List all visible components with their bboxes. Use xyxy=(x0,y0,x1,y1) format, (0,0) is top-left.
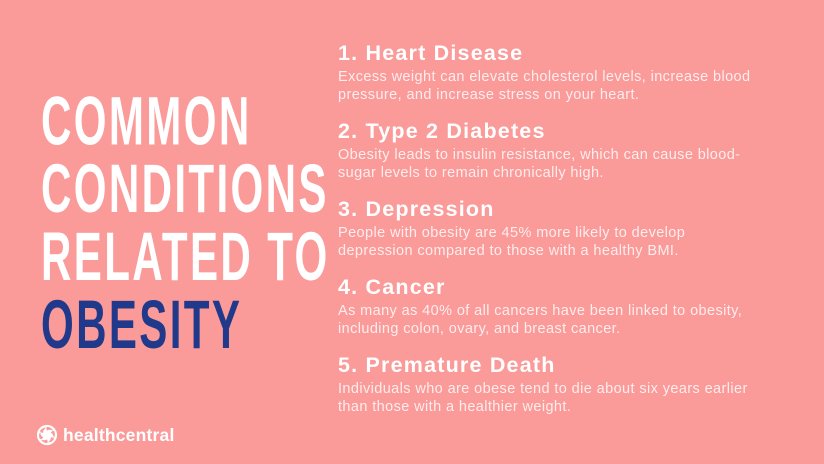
condition-item-depression xyxy=(338,196,800,260)
main-title xyxy=(41,82,330,364)
condition-heading: 1. Heart Disease xyxy=(338,41,524,65)
description-line: pressure, and increase stress on your heart. xyxy=(338,86,640,103)
condition-item-heart-disease xyxy=(338,40,800,104)
conditions-list xyxy=(338,40,800,416)
title-line-3: RELATED TO xyxy=(41,218,330,296)
condition-heading: 3. Depression xyxy=(338,197,495,221)
title-highlight-obesity: OBESITY xyxy=(41,286,243,364)
condition-description xyxy=(338,225,800,260)
condition-item-cancer xyxy=(338,274,800,338)
title-line-2: CONDITIONS xyxy=(41,150,329,228)
description-line: Individuals who are obese tend to die about six years earlier xyxy=(338,381,748,397)
brand-logo xyxy=(36,424,175,446)
title-line-1: COMMON xyxy=(41,82,252,160)
condition-description xyxy=(338,69,800,104)
condition-description xyxy=(338,303,800,338)
description-line: than those with a healthier weight. xyxy=(338,398,572,415)
description-line: As many as 40% of all cancers have been linked to obesity, xyxy=(338,303,743,319)
description-line: sugar levels to remain chronically high. xyxy=(338,164,604,181)
condition-heading: 4. Cancer xyxy=(338,275,446,299)
description-line: including colon, ovary, and breast cancer. xyxy=(338,320,621,337)
healthcentral-swirl-icon xyxy=(36,424,58,446)
condition-item-type-2-diabetes xyxy=(338,118,800,182)
condition-description xyxy=(338,147,800,182)
condition-item-premature-death xyxy=(338,352,800,416)
description-line: Obesity leads to insulin resistance, which can cause blood- xyxy=(338,147,741,163)
condition-heading: 5. Premature Death xyxy=(338,353,556,377)
description-line: People with obesity are 45% more likely to develop xyxy=(338,225,686,241)
description-line: Excess weight can elevate cholesterol levels, increase blood xyxy=(338,69,751,85)
description-line: depression compared to those with a healthy BMI. xyxy=(338,242,679,259)
condition-heading: 2. Type 2 Diabetes xyxy=(338,119,546,143)
condition-description xyxy=(338,381,800,416)
brand-name: healthcentral xyxy=(63,424,175,445)
